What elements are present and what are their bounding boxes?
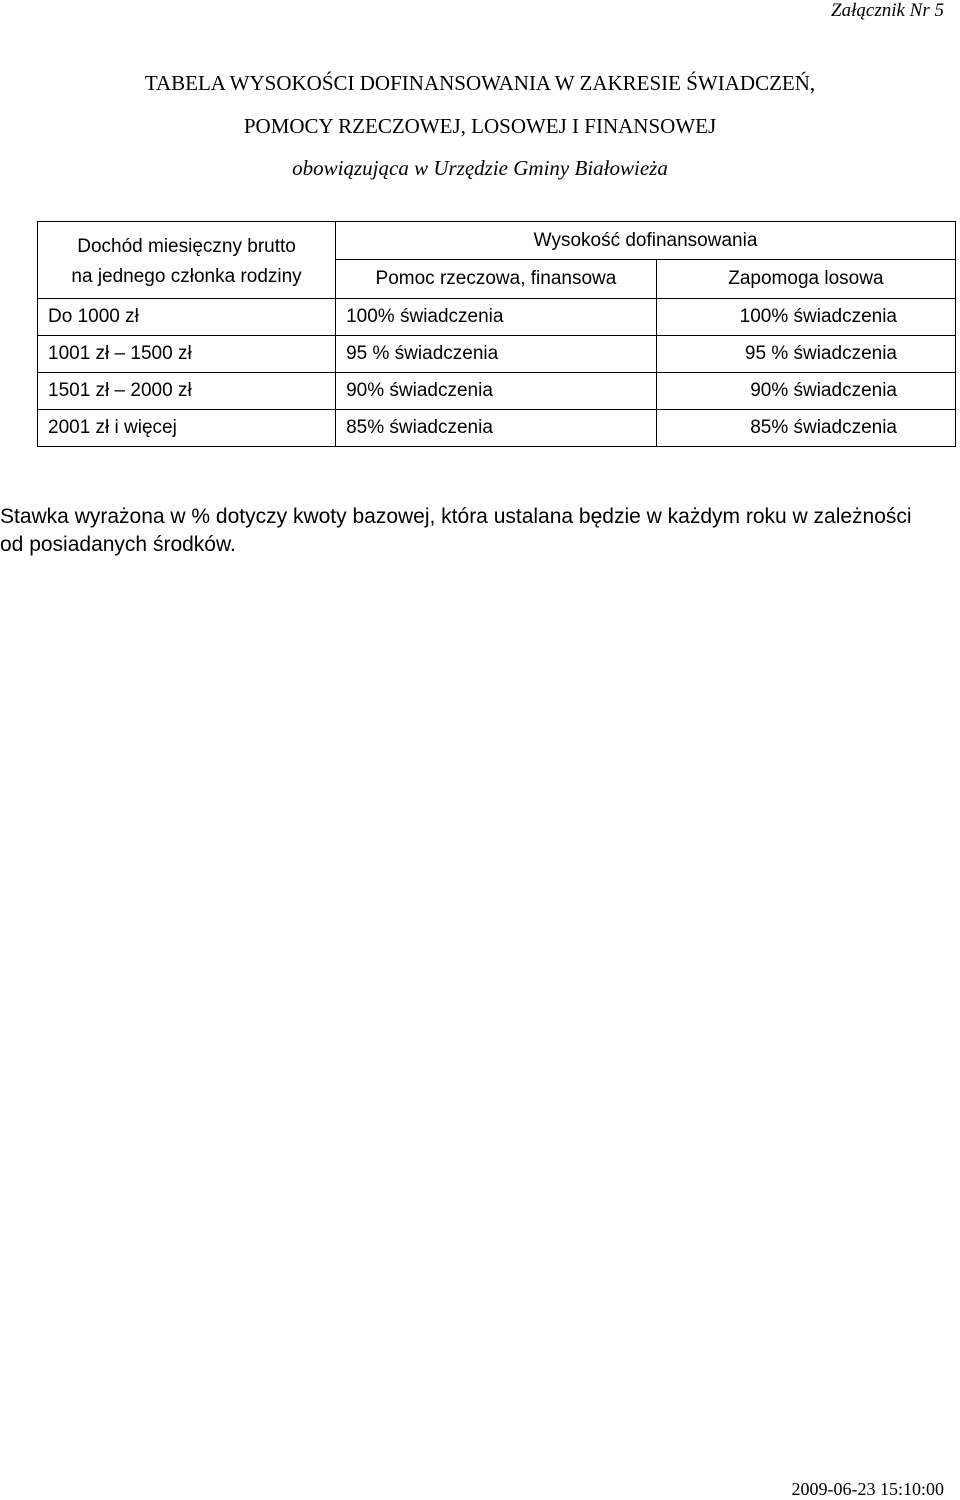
lottery-cell: 95 % świadczenia: [656, 336, 955, 373]
income-header-line1: Dochód miesięczny brutto: [77, 236, 296, 257]
income-cell: Do 1000 zł: [38, 299, 336, 336]
aid-cell: 90% świadczenia: [336, 373, 657, 410]
document-title-line2: POMOCY RZECZOWEJ, LOSOWEJ I FINANSOWEJ: [243, 114, 717, 138]
lottery-column-header: Zapomoga losowa: [656, 260, 955, 299]
income-cell: 1001 zł – 1500 zł: [38, 336, 336, 373]
income-cell: 2001 zł i więcej: [38, 410, 336, 447]
income-cell: 1501 zł – 2000 zł: [38, 373, 336, 410]
funding-group-header: Wysokość dofinansowania: [336, 222, 956, 260]
aid-column-header: Pomoc rzeczowa, finansowa: [336, 260, 657, 299]
document-title-line1: TABELA WYSOKOŚCI DOFINANSOWANIA W ZAKRESIE ŚWIADCZEŃ,: [144, 71, 816, 95]
table-header-row: [38, 222, 956, 260]
lottery-cell: 100% świadczenia: [656, 299, 955, 336]
table-row: [38, 410, 956, 447]
lottery-cell: 90% świadczenia: [656, 373, 955, 410]
aid-cell: 100% świadczenia: [336, 299, 657, 336]
income-column-header: [38, 222, 336, 299]
table-row: [38, 336, 956, 373]
table-row: [38, 299, 956, 336]
income-header-line2: na jednego członka rodziny: [71, 266, 302, 287]
aid-cell: 95 % świadczenia: [336, 336, 657, 373]
funding-rates-table: [37, 221, 956, 447]
table-row: [38, 373, 956, 410]
footer-timestamp: 2009-06-23 15:10:00: [791, 1479, 944, 1499]
aid-cell: 85% świadczenia: [336, 410, 657, 447]
rate-note: Stawka wyrażona w % dotyczy kwoty bazowej, która ustalana będzie w każdym roku w zależności od posiadanych środków.: [0, 505, 912, 556]
document-subtitle: obowiązująca w Urzędzie Gminy Białowieża: [292, 156, 668, 180]
lottery-cell: 85% świadczenia: [656, 410, 955, 447]
attachment-label: Załącznik Nr 5: [831, 0, 944, 21]
